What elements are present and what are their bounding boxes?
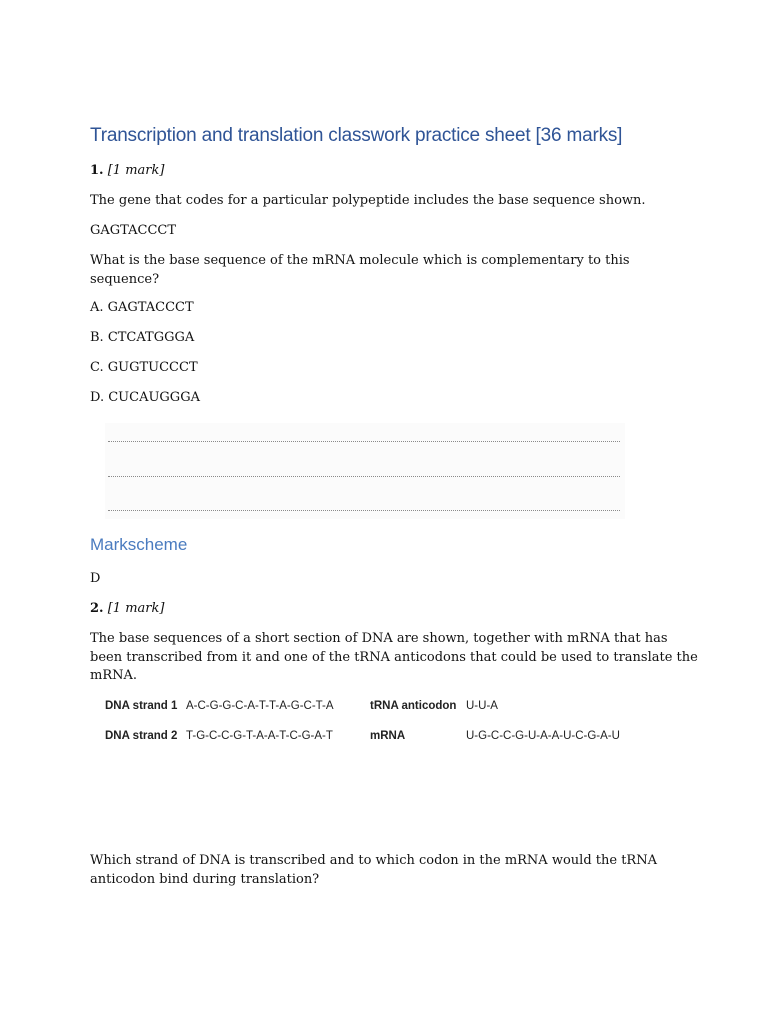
option-d: D. CUCAUGGGA: [90, 390, 200, 405]
option-b: B. CTCATGGGA: [90, 330, 195, 345]
dna-strand-1-value: A-C-G-G-C-A-T-T-A-G-C-T-A: [186, 700, 334, 712]
trna-anticodon-value: U-U-A: [466, 700, 498, 712]
question-1-sequence: GAGTACCCT: [90, 223, 177, 238]
dna-strand-1-label: DNA strand 1: [105, 700, 178, 712]
question-2-prompt-line-1: Which strand of DNA is transcribed and to which codon in the mRNA would the tRNA: [90, 853, 657, 868]
answer-area[interactable]: [105, 423, 625, 519]
markscheme-answer: D: [90, 571, 101, 586]
question-2-marks: [1 mark]: [107, 601, 165, 616]
answer-line-2[interactable]: [108, 476, 620, 478]
mrna-row: [370, 730, 405, 742]
question-1-prompt-line-2: sequence?: [90, 272, 160, 287]
question-2-stem-line-3: mRNA.: [90, 668, 138, 683]
option-c: C. GUGTUCCCT: [90, 360, 198, 375]
answer-line-3[interactable]: [108, 510, 620, 512]
question-1-stem: The gene that codes for a particular polypeptide includes the base sequence shown.: [90, 193, 646, 208]
trna-anticodon-label: tRNA anticodon: [370, 700, 457, 712]
question-2-stem-line-1: The base sequences of a short section of DNA are shown, together with mRNA that has: [90, 631, 668, 646]
trna-anticodon-row: [370, 700, 456, 712]
dna-strand-2-label: DNA strand 2: [105, 730, 178, 742]
answer-line-1[interactable]: [108, 441, 620, 443]
dna-strand-1-row: [105, 700, 177, 712]
mrna-label: mRNA: [370, 730, 406, 742]
question-2-stem-line-2: been transcribed from it and one of the tRNA anticodons that could be used to translate the: [90, 650, 698, 665]
dna-strand-2-row: [105, 730, 177, 742]
question-2-header: [90, 599, 164, 618]
option-a: A. GAGTACCCT: [90, 300, 194, 315]
markscheme-heading: Markscheme: [90, 535, 188, 554]
question-1-marks: [1 mark]: [107, 163, 165, 178]
question-1-header: [90, 161, 164, 180]
page-title: Transcription and translation classwork practice sheet [36 marks]: [90, 125, 623, 146]
question-2-number: 2.: [90, 601, 104, 616]
question-1-number: 1.: [90, 163, 104, 178]
question-2-prompt-line-2: anticodon bind during translation?: [90, 872, 320, 887]
mrna-value: U-G-C-C-G-U-A-A-U-C-G-A-U: [466, 730, 620, 742]
dna-strand-2-value: T-G-C-C-G-T-A-A-T-C-G-A-T: [186, 730, 333, 742]
question-1-prompt-line-1: What is the base sequence of the mRNA molecule which is complementary to this: [90, 253, 630, 268]
